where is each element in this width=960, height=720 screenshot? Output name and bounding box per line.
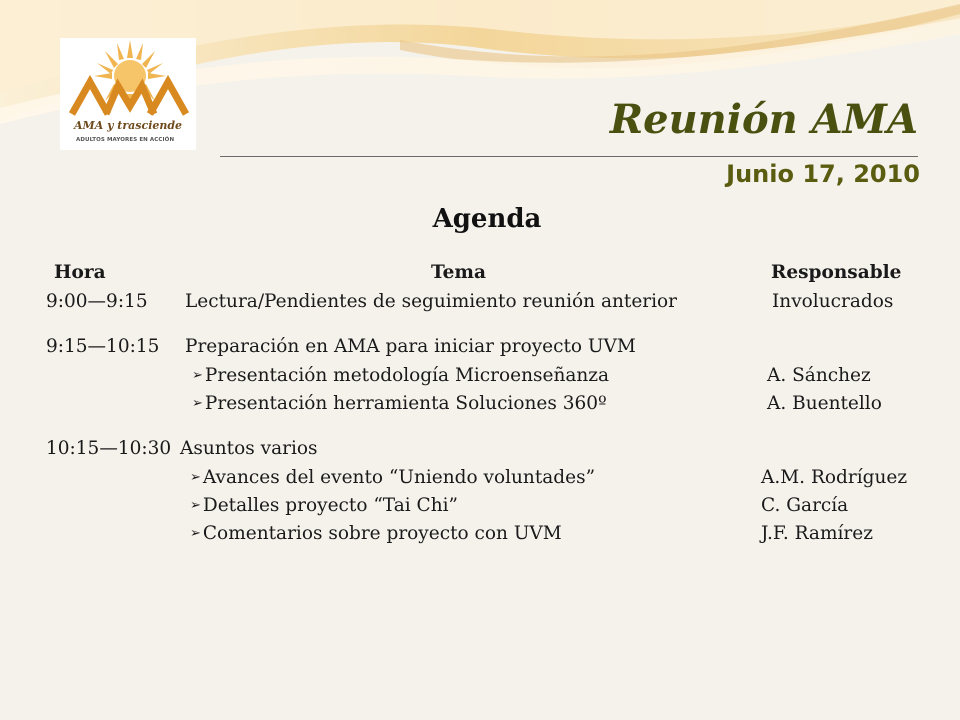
arrow-bullet-icon: ➢: [192, 396, 203, 411]
row-responsable: Involucrados: [772, 291, 894, 312]
sub-item-tema: Avances del evento “Uniendo voluntades”: [202, 467, 596, 488]
title-divider: [220, 156, 918, 157]
sub-item-tema: Detalles proyecto “Tai Chi”: [202, 495, 458, 516]
row-responsable: J.F. Ramírez: [761, 523, 873, 544]
row-hora: 9:00—9:15: [46, 291, 148, 312]
row-hora: 9:15—10:15: [46, 336, 160, 357]
row-responsable: A.M. Rodríguez: [761, 467, 908, 488]
sub-item-tema: Presentación metodología Microenseñanza: [204, 365, 610, 386]
logo-name: AMA y trasciende: [74, 119, 183, 132]
meeting-date: Junio 17, 2010: [726, 160, 920, 188]
sub-item: [192, 393, 607, 417]
row-tema: Lectura/Pendientes de seguimiento reunión anterior: [185, 291, 678, 312]
ama-logo: [60, 38, 196, 150]
sub-item: [190, 495, 458, 519]
arrow-bullet-icon: ➢: [190, 526, 201, 541]
sub-item: [192, 365, 609, 389]
sub-item-tema: Comentarios sobre proyecto con UVM: [202, 523, 562, 544]
sub-item: [190, 467, 595, 491]
sub-item: [190, 523, 562, 547]
column-header-hora: Hora: [54, 262, 106, 283]
row-responsable: A. Buentello: [767, 393, 882, 414]
slide-title: Reunión AMA: [609, 96, 918, 143]
arrow-bullet-icon: ➢: [190, 498, 201, 513]
row-responsable: C. García: [761, 495, 849, 516]
logo-tagline: ADULTOS MAYORES EN ACCIÓN: [76, 137, 175, 143]
row-responsable: A. Sánchez: [767, 365, 871, 386]
row-tema: Preparación en AMA para iniciar proyecto UVM: [185, 336, 636, 357]
arrow-bullet-icon: ➢: [190, 470, 201, 485]
column-header-responsable: Responsable: [771, 262, 902, 283]
agenda-title: Agenda: [432, 204, 542, 234]
row-hora: 10:15—10:30: [46, 438, 172, 459]
sub-item-tema: Presentación herramienta Soluciones 360º: [204, 393, 607, 414]
arrow-bullet-icon: ➢: [192, 368, 203, 383]
row-tema: Asuntos varios: [180, 438, 318, 459]
column-header-tema: Tema: [431, 262, 486, 283]
